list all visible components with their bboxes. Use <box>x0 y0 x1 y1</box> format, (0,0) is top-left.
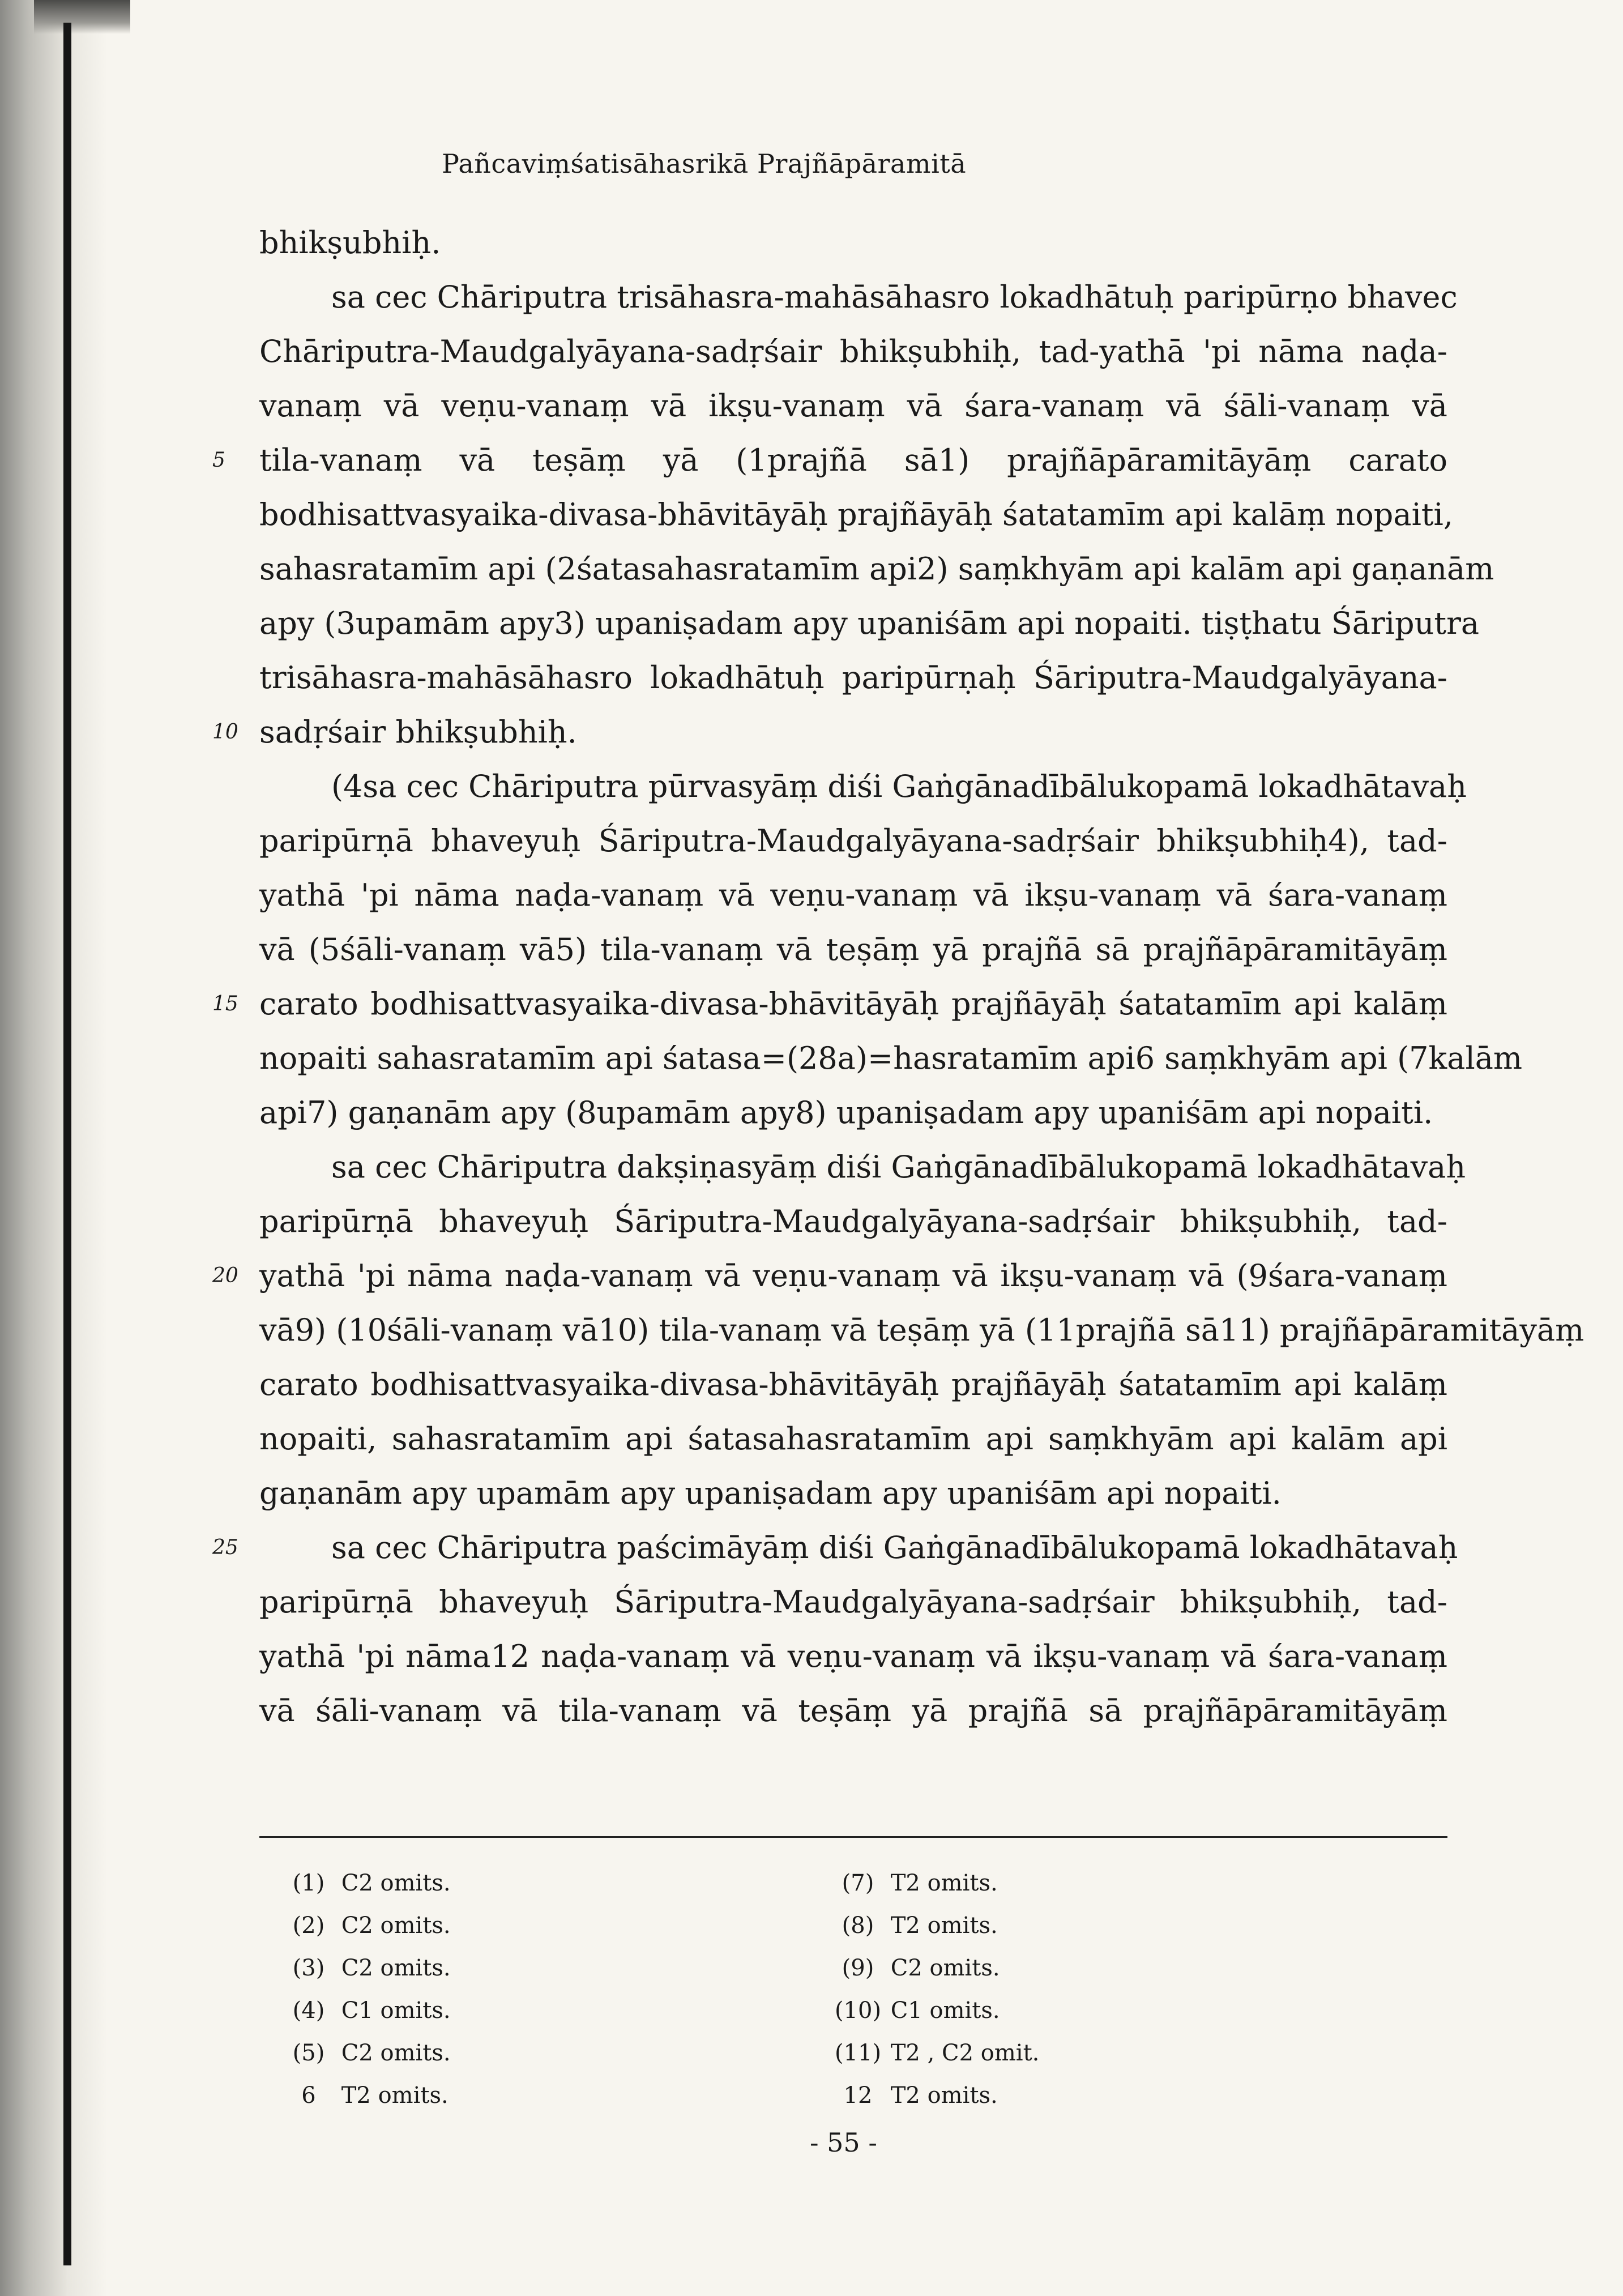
text-line: trisāhasra-mahāsāhasro lokadhātuḥ paripūrṇaḥ Śāriputra-Maudgalyāyana- <box>259 660 1447 695</box>
text-line: api7) gaṇanām apy (8upamām apy8) upaniṣadam apy upaniśām api nopaiti. <box>259 1095 1433 1130</box>
text-line: vā śāli-vanaṃ vā tila-vanaṃ vā teṣāṃ yā prajñā sā prajñāpāramitāyāṃ <box>259 1693 1447 1729</box>
text-line: sadṛśair bhikṣubhiḥ. <box>259 714 577 750</box>
footnote: (11) T2 , C2 omit. <box>834 2040 1040 2066</box>
text-line: yathā 'pi nāma naḍa-vanaṃ vā veṇu-vanaṃ vā ikṣu-vanaṃ vā śara-vanaṃ <box>259 877 1447 913</box>
text-line: bhikṣubhiḥ. <box>259 225 441 261</box>
text-line: vā (5śāli-vanaṃ vā5) tila-vanaṃ vā teṣāṃ yā prajñā sā prajñāpāramitāyāṃ <box>259 932 1447 967</box>
line-number: 15 <box>212 992 238 1015</box>
text-line: apy (3upamām apy3) upaniṣadam apy upaniśām api nopaiti. tiṣṭhatu Śāriputra <box>259 605 1480 641</box>
line-number: 25 <box>212 1536 238 1559</box>
footnote: (4) C1 omits. <box>292 1998 451 2024</box>
book-spine-edge <box>63 23 71 2265</box>
footnote: (7) T2 omits. <box>842 1870 998 1896</box>
footnote: (8) T2 omits. <box>842 1913 998 1939</box>
line-number: 10 <box>212 720 238 744</box>
text-line: carato bodhisattvasyaika-divasa-bhāvitāyāḥ prajñāyāḥ śatatamīm api kalāṃ <box>259 986 1447 1022</box>
text-line: bodhisattvasyaika-divasa-bhāvitāyāḥ prajñāyāḥ śatatamīm api kalāṃ nopaiti, <box>259 497 1453 532</box>
page-number: - 55 - <box>810 2127 877 2158</box>
text-line: sahasratamīm api (2śatasahasratamīm api2) saṃkhyām api kalām api gaṇanām <box>259 551 1494 587</box>
book-spine-shadow <box>0 0 108 2296</box>
text-line: sa cec Chāriputra paścimāyāṃ diśi Gaṅgānadībālukopamā lokadhātavaḥ <box>331 1530 1458 1565</box>
footnote: (1) C2 omits. <box>292 1870 451 1896</box>
book-spine-top <box>34 0 130 34</box>
text-line: vā9) (10śāli-vanaṃ vā10) tila-vanaṃ vā teṣāṃ yā (11prajñā sā11) prajñāpāramitāyāṃ <box>259 1312 1584 1348</box>
footnote: (5) C2 omits. <box>292 2040 451 2066</box>
footnote-rule <box>259 1836 1447 1838</box>
text-line: nopaiti sahasratamīm api śatasa=(28a)=hasratamīm api6 saṃkhyām api (7kalām <box>259 1040 1523 1076</box>
footnote: 6 T2 omits. <box>301 2082 449 2109</box>
text-line: vanaṃ vā veṇu-vanaṃ vā ikṣu-vanaṃ vā śara-vanaṃ vā śāli-vanaṃ vā <box>259 388 1447 424</box>
footnote: (2) C2 omits. <box>292 1913 451 1939</box>
footnote: (3) C2 omits. <box>292 1955 451 1981</box>
line-number: 20 <box>212 1264 238 1287</box>
text-line: paripūrṇā bhaveyuḥ Śāriputra-Maudgalyāyana-sadṛśair bhikṣubhiḥ, tad- <box>259 1584 1447 1620</box>
text-line: gaṇanām apy upamām apy upaniṣadam apy upaniśām api nopaiti. <box>259 1475 1282 1511</box>
text-line: Chāriputra-Maudgalyāyana-sadṛśair bhikṣubhiḥ, tad-yathā 'pi nāma naḍa- <box>259 334 1447 369</box>
footnote: 12 T2 omits. <box>843 2082 998 2109</box>
text-line: carato bodhisattvasyaika-divasa-bhāvitāyāḥ prajñāyāḥ śatatamīm api kalāṃ <box>259 1367 1447 1402</box>
footnote: (9) C2 omits. <box>842 1955 1000 1981</box>
text-line: paripūrṇā bhaveyuḥ Śāriputra-Maudgalyāyana-sadṛśair bhikṣubhiḥ, tad- <box>259 1204 1447 1239</box>
text-line: yathā 'pi nāma12 naḍa-vanaṃ vā veṇu-vanaṃ vā ikṣu-vanaṃ vā śara-vanaṃ <box>259 1638 1447 1674</box>
text-line: sa cec Chāriputra trisāhasra-mahāsāhasro lokadhātuḥ paripūrṇo bhavec <box>331 279 1458 315</box>
text-line: yathā 'pi nāma naḍa-vanaṃ vā veṇu-vanaṃ vā ikṣu-vanaṃ vā (9śara-vanaṃ <box>259 1258 1447 1294</box>
text-line: sa cec Chāriputra dakṣiṇasyāṃ diśi Gaṅgānadībālukopamā lokadhātavaḥ <box>331 1149 1466 1185</box>
text-line: tila-vanaṃ vā teṣāṃ yā (1prajñā sā1) prajñāpāramitāyāṃ carato <box>259 442 1447 478</box>
footnote: (10) C1 omits. <box>834 1998 1000 2024</box>
text-line: (4sa cec Chāriputra pūrvasyāṃ diśi Gaṅgānadībālukopamā lokadhātavaḥ <box>331 769 1467 804</box>
text-line: paripūrṇā bhaveyuḥ Śāriputra-Maudgalyāyana-sadṛśair bhikṣubhiḥ4), tad- <box>259 823 1447 859</box>
text-line: nopaiti, sahasratamīm api śatasahasratamīm api saṃkhyām api kalām api <box>259 1421 1447 1457</box>
line-number: 5 <box>212 449 225 472</box>
running-header: Pañcaviṃśatisāhasrikā Prajñāpāramitā <box>442 148 967 179</box>
